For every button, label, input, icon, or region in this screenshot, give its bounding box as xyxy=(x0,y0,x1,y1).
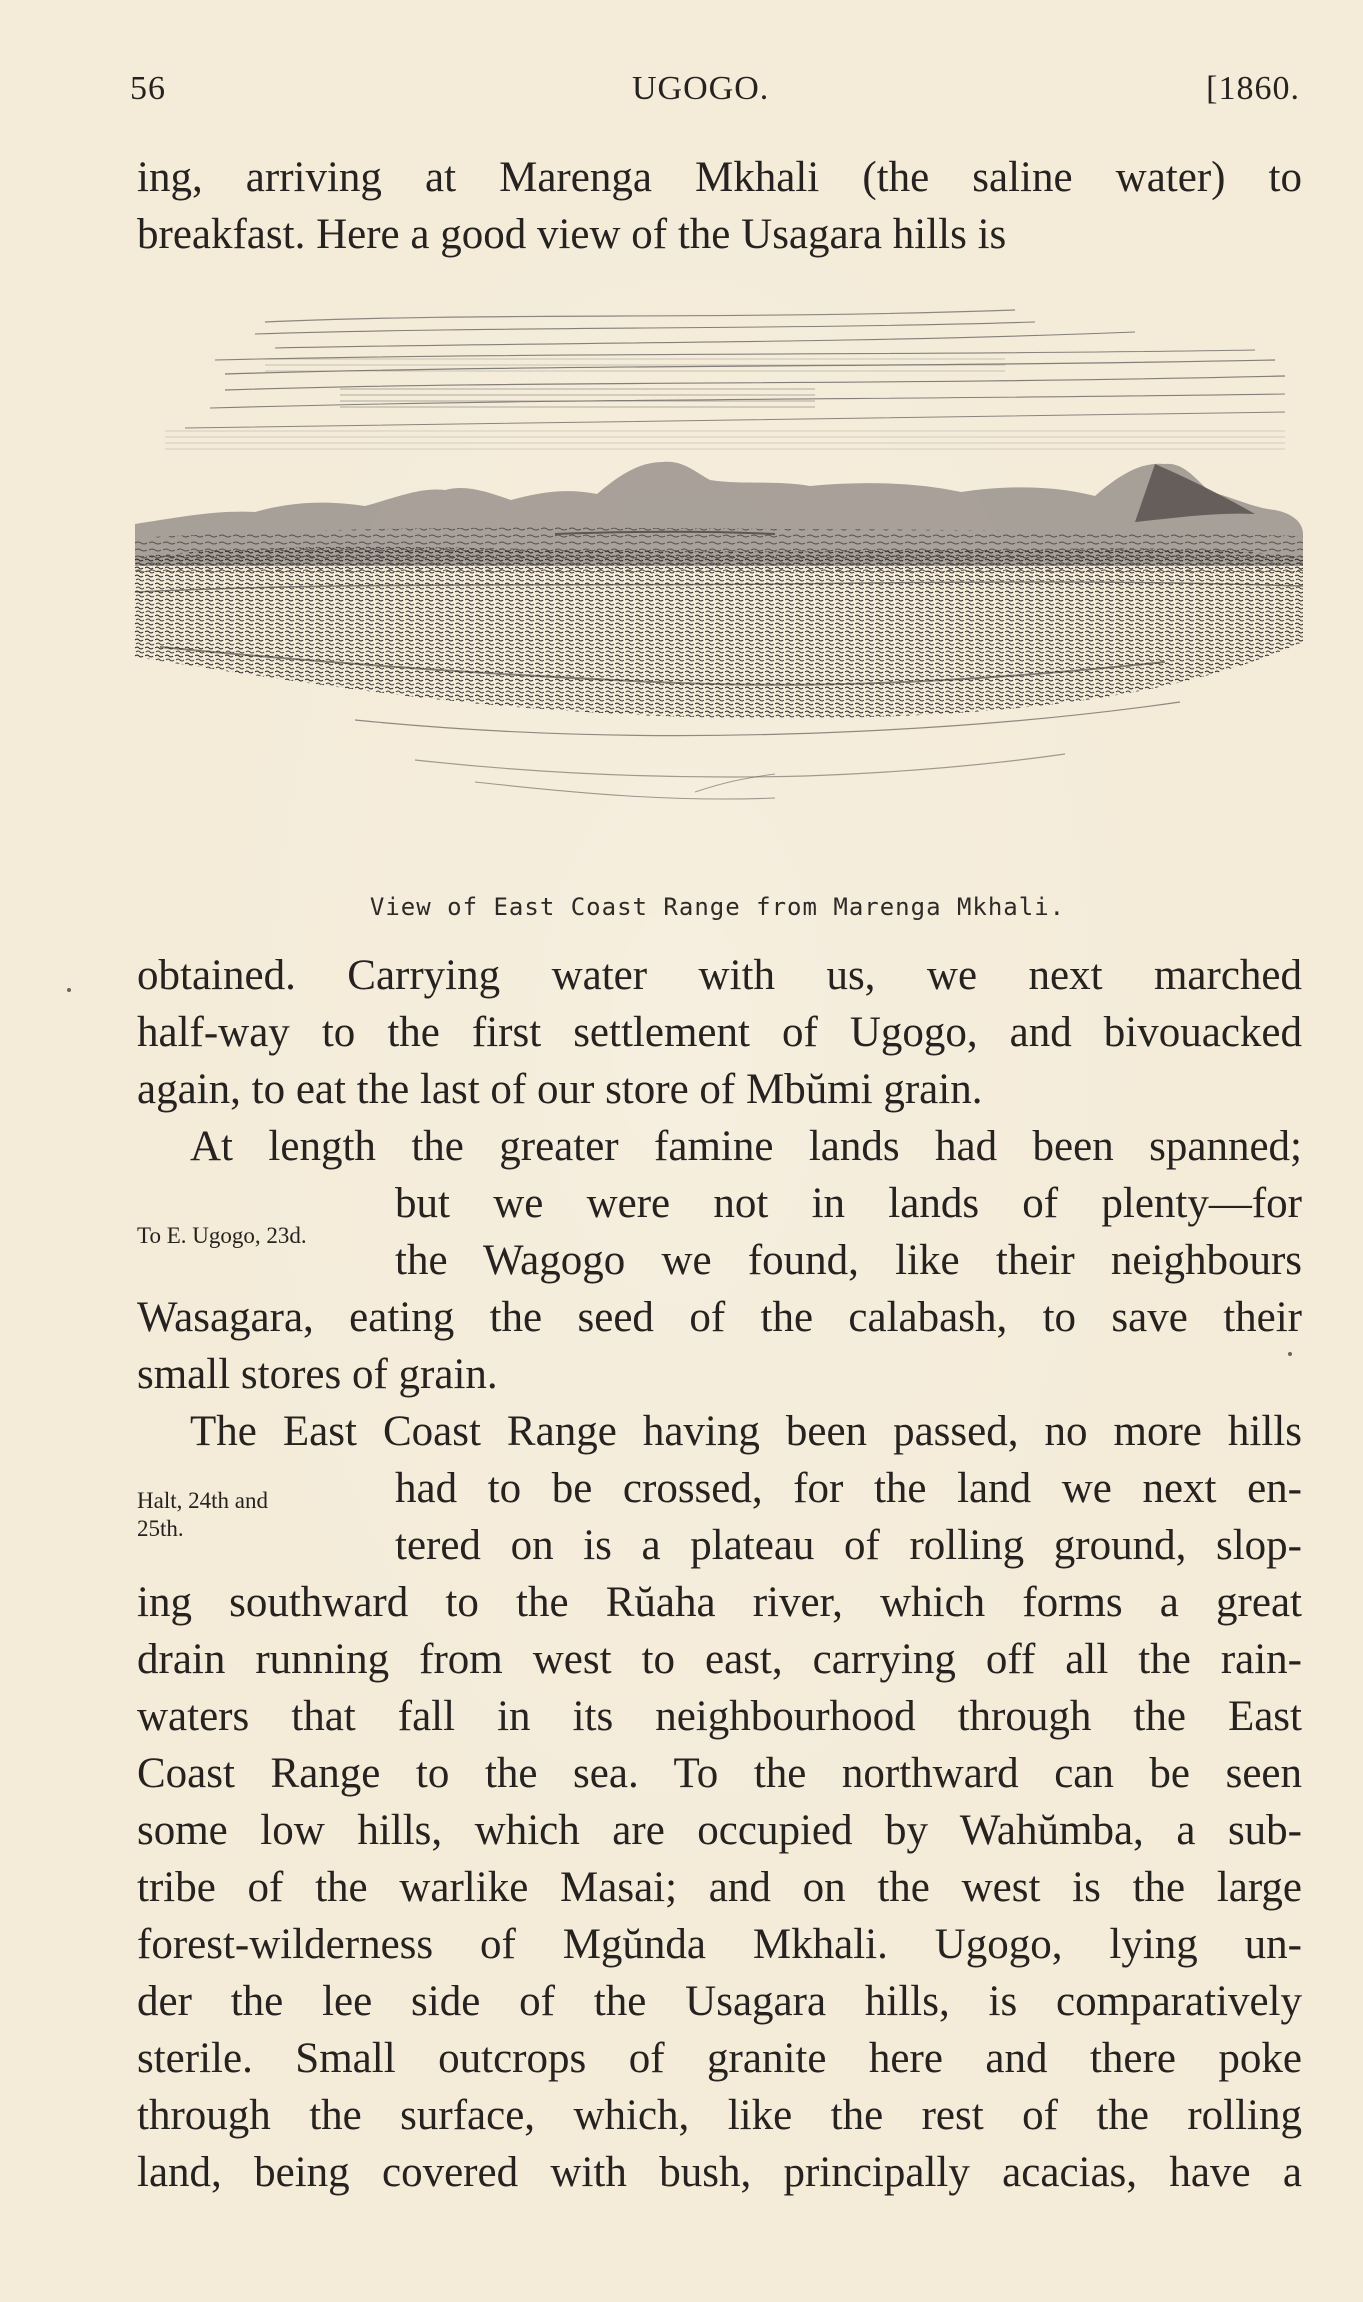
body-line: the Wagogo we found, like their neighbours xyxy=(395,1237,1302,1284)
body-line: land, being covered with bush, principally acacias, have a xyxy=(137,2149,1302,2196)
print-speck xyxy=(1288,1352,1292,1356)
body-line: small stores of grain. xyxy=(137,1351,498,1398)
body-line: At length the greater famine lands had been spanned; xyxy=(190,1123,1302,1170)
body-line: breakfast. Here a good view of the Usagara hills is xyxy=(137,211,1007,258)
body-line: through the surface, which, like the rest of the rolling xyxy=(137,2092,1302,2139)
year-marker: [1860. xyxy=(1206,70,1300,107)
margin-note: 25th. xyxy=(137,1516,184,1541)
body-line: ing, arriving at Marenga Mkhali (the saline water) to xyxy=(137,154,1302,201)
body-line: Wasagara, eating the seed of the calabash, to save their xyxy=(137,1294,1302,1341)
foreground-water-and-bush xyxy=(135,547,1303,799)
running-title: UGOGO. xyxy=(632,70,770,107)
body-line: ing southward to the Rŭaha river, which forms a great xyxy=(137,1579,1302,1626)
margin-note: To E. Ugogo, 23d. xyxy=(137,1223,307,1248)
body-line: some low hills, which are occupied by Wahŭmba, a sub- xyxy=(137,1807,1302,1854)
body-line: but we were not in lands of plenty—for xyxy=(395,1180,1302,1227)
engraved-landscape-illustration xyxy=(135,302,1303,892)
body-line: had to be crossed, for the land we next en- xyxy=(395,1465,1302,1512)
page-header xyxy=(130,70,1300,110)
print-speck xyxy=(67,988,71,992)
body-line: obtained. Carrying water with us, we next marched xyxy=(137,952,1302,999)
body-line: drain running from west to east, carrying off all the rain- xyxy=(137,1636,1302,1683)
margin-note: Halt, 24th and xyxy=(137,1488,268,1513)
body-line: der the lee side of the Usagara hills, is comparatively xyxy=(137,1978,1302,2025)
body-line: again, to eat the last of our store of Mbŭmi grain. xyxy=(137,1066,983,1113)
body-line: tribe of the warlike Masai; and on the west is the large xyxy=(137,1864,1302,1911)
body-line: forest-wilderness of Mgŭnda Mkhali. Ugogo, lying un- xyxy=(137,1921,1302,1968)
body-line: waters that fall in its neighbourhood through the East xyxy=(137,1693,1302,1740)
sky-hatching xyxy=(165,310,1285,450)
body-line: Coast Range to the sea. To the northward can be seen xyxy=(137,1750,1302,1797)
body-line: sterile. Small outcrops of granite here and there poke xyxy=(137,2035,1302,2082)
body-line: tered on is a plateau of rolling ground, slop- xyxy=(395,1522,1302,1569)
page-number: 56 xyxy=(130,70,166,107)
body-line: half-way to the first settlement of Ugogo, and bivouacked xyxy=(137,1009,1302,1056)
figure-caption: View of East Coast Range from Marenga Mkhali. xyxy=(369,893,1066,921)
body-line: The East Coast Range having been passed, no more hills xyxy=(190,1408,1302,1455)
engraving-svg xyxy=(135,302,1303,892)
